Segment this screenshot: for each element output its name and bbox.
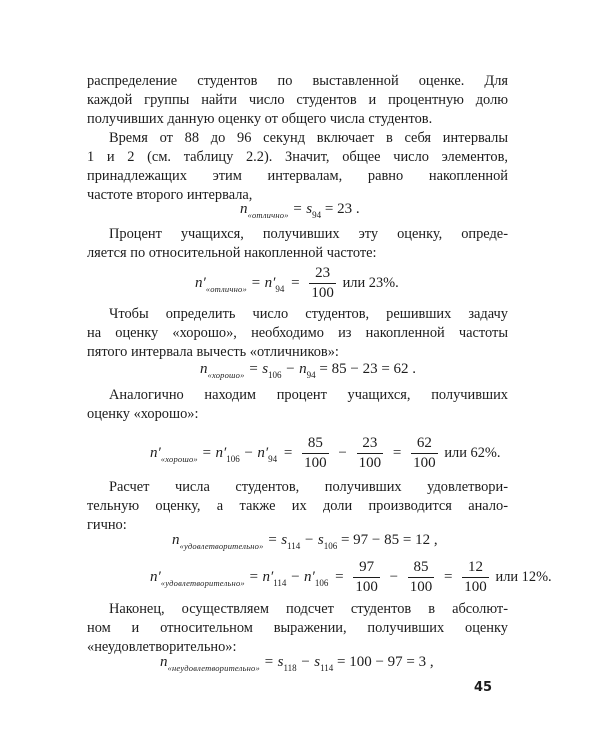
formula-satisfactory-count: $n_{«удовлетворительно»} = s_{114} - s_{106} = 97 - 85 = 12$ , <box>172 532 438 551</box>
text-line: Наконец, осуществляем подсчет студентов в абсолют- <box>109 601 508 617</box>
formula-excellent-count: $n_{«отлично»} = s_{94} = 23$ . <box>240 201 360 220</box>
text-line: ляется по относительной накопленной частоте: <box>87 245 377 261</box>
fraction: $\frac{23}{100}$ <box>358 435 382 471</box>
text-line: распределение студентов по выставленной оценке. Для <box>87 73 508 89</box>
formula-excellent-share: $n'_{«отлично»} = n'_{94}$ = $\frac{23}{100}$ или 23%. <box>195 265 399 301</box>
text-line: «неудовлетворительно»: <box>87 639 237 655</box>
formula-good-share: $n'_{«хорошо»} = n'_{106} - n'_{94}$ = $\frac{85}{100}$ − $\frac{23}{100}$ = $\frac{62}{100}$ или 62%. <box>150 435 501 471</box>
fraction: $\frac{12}{100}$ <box>464 559 487 595</box>
text-line: получивших данную оценку от общего числа студентов. <box>87 111 433 127</box>
formula-unsatisfactory-count: $n_{«неудовлетворительно»} = s_{118} - s_{114} = 100 - 97 = 3$ , <box>160 654 434 673</box>
text-line: тельную оценку, а также их доли производится анало- <box>87 498 508 514</box>
formula-good-count: $n_{«хорошо»} = s_{106} - n_{94} = 85 - 23 = 62$ . <box>200 361 417 380</box>
text-line: принадлежащих этим интервалам, равно накопленной <box>87 168 508 184</box>
fraction: $\frac{97}{100}$ <box>355 559 378 595</box>
fraction: $\frac{23}{100}$ <box>311 265 334 301</box>
text-line: 1 и 2 (см. таблицу 2.2). Значит, общее число элементов, <box>87 149 508 165</box>
fraction: $\frac{62}{100}$ <box>413 435 436 471</box>
text-line: пятого интервала вычесть «отличников»: <box>87 344 339 360</box>
text-line: на оценку «хорошо», необходимо из накопленной частоты <box>87 325 508 341</box>
text-line: частоте второго интервала, <box>87 187 253 203</box>
formula-satisfactory-share: $n'_{«удовлетворительно»} = n'_{114} - n'_{106}$ = $\frac{97}{100}$ − $\frac{85}{100}$ = $\frac{12}{100}$ или 12%. <box>150 559 552 595</box>
fraction: $\frac{85}{100}$ <box>409 559 433 595</box>
text-line: Чтобы определить число студентов, решивших задачу <box>109 306 508 322</box>
text-line: оценку «хорошо»: <box>87 406 199 422</box>
text-line: Расчет числа студентов, получивших удовлетвори- <box>109 479 508 495</box>
fraction: $\frac{85}{100}$ <box>304 435 327 471</box>
text-line: Аналогично находим процент учащихся, получивших <box>109 387 508 403</box>
text-line: Время от 88 до 96 секунд включает в себя интервалы <box>109 130 508 146</box>
text-line: гично: <box>87 517 127 533</box>
text-line: каждой группы найти число студентов и процентную долю <box>87 92 508 108</box>
page-number: 45 <box>474 680 493 695</box>
text-line: Процент учащихся, получивших эту оценку, опреде- <box>109 226 508 242</box>
text-line: ном и относительном выражении, получивших оценку <box>87 620 508 636</box>
